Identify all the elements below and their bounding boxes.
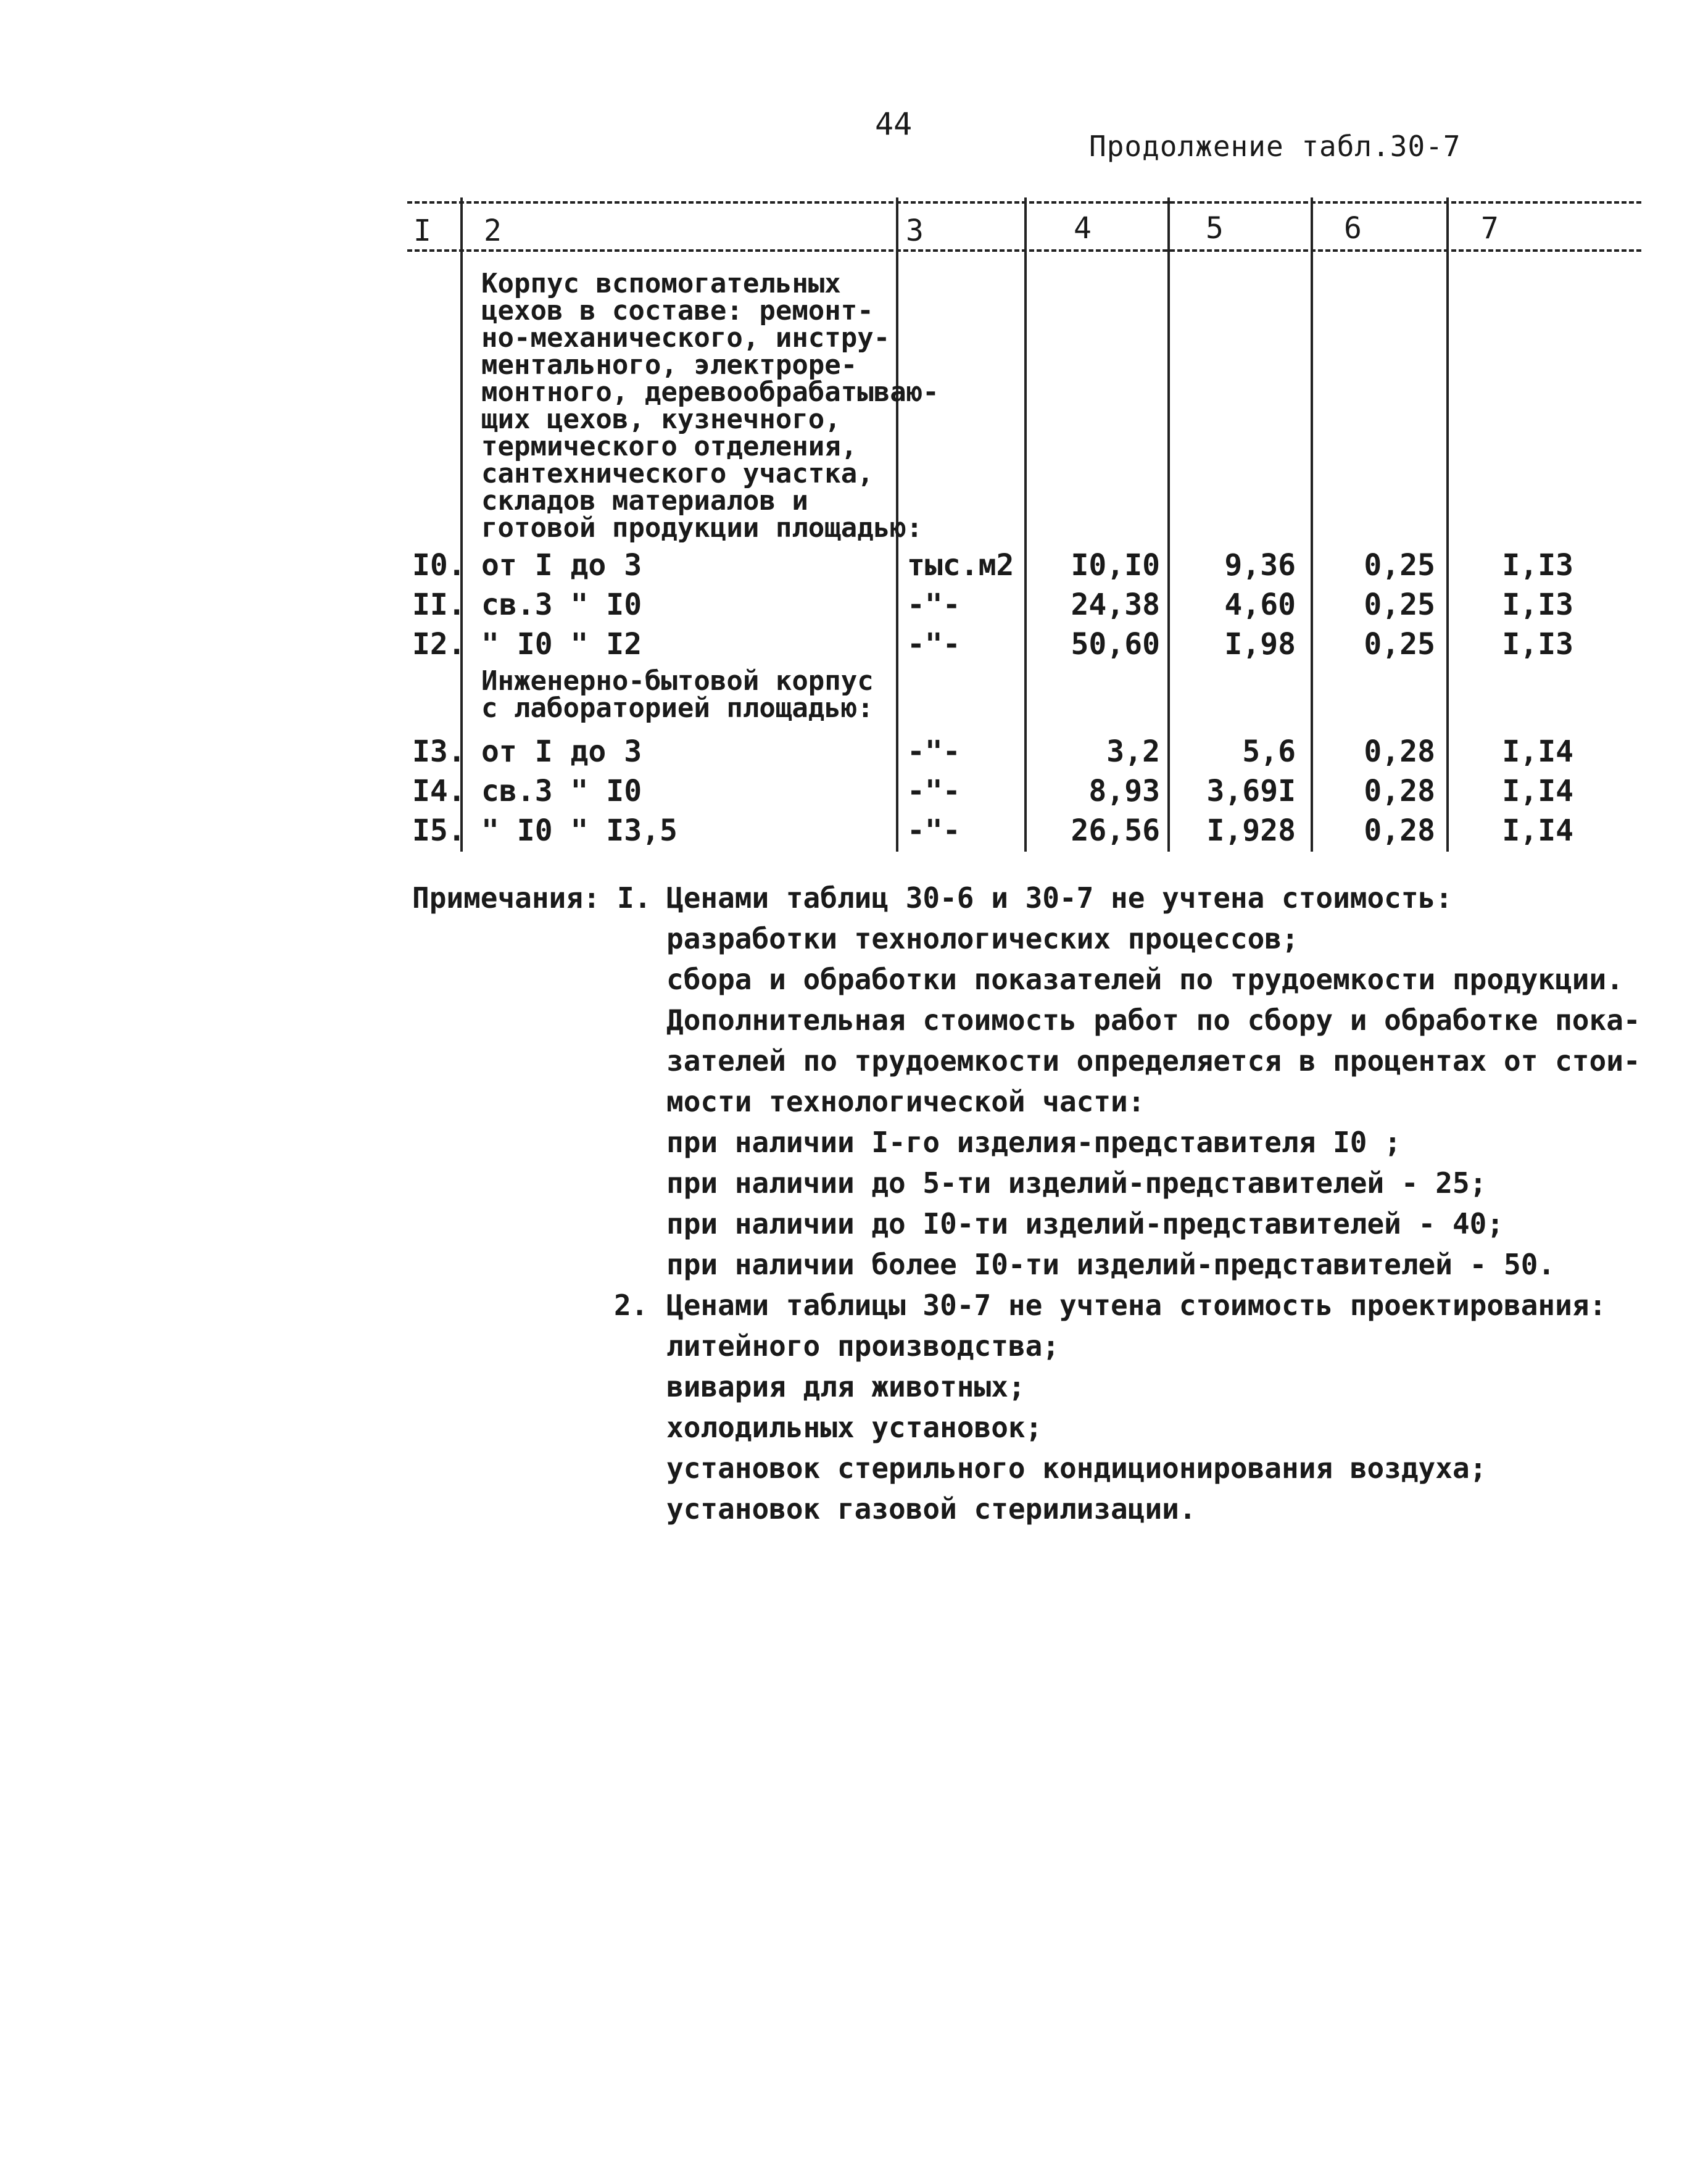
header-col-3: 3 — [906, 214, 924, 248]
row-col5: I,98 — [1224, 627, 1296, 662]
row-number: I5. — [412, 813, 466, 848]
row-name: от I до 3 — [481, 548, 642, 583]
row-unit: -"- — [907, 588, 961, 622]
row-number: I2. — [412, 627, 466, 662]
description-line: Инженерно-бытовой корпус — [481, 665, 874, 697]
cost-table — [407, 197, 1641, 864]
row-col4: 50,60 — [1071, 627, 1160, 662]
row-name: св.3 " I0 — [481, 774, 642, 808]
header-col-5: 5 — [1206, 211, 1224, 246]
row-col4: 8,93 — [1088, 774, 1160, 808]
row-unit: -"- — [907, 734, 961, 769]
description-line: щих цехов, кузнечного, — [481, 404, 841, 435]
row-col5: 4,60 — [1224, 588, 1296, 622]
row-col6: 0,25 — [1364, 627, 1435, 662]
row-col6: 0,28 — [1364, 813, 1435, 848]
note-1-line: при наличии до I0-ти изделий-представителей - 40; — [666, 1207, 1504, 1240]
note-2-line: холодильных установок; — [666, 1411, 1043, 1444]
description-line: готовой продукции площадью: — [481, 512, 923, 544]
note-2-line: установок стерильного кондиционирования воздуха; — [666, 1451, 1487, 1485]
row-col5: 5,6 — [1242, 734, 1296, 769]
row-name: от I до 3 — [481, 734, 642, 769]
description-line: с лабораторией площадью: — [481, 692, 874, 724]
group2-description — [481, 665, 874, 724]
description-line: ментального, электроре- — [481, 349, 858, 381]
page-number: 44 — [875, 106, 913, 142]
col-divider-5 — [1311, 197, 1313, 852]
row-unit: -"- — [907, 813, 961, 848]
header-col-4: 4 — [1074, 211, 1092, 246]
row-col6: 0,28 — [1364, 774, 1435, 808]
row-col4: 3,2 — [1106, 734, 1160, 769]
table-continuation-title: Продолжение табл.30-7 — [1089, 130, 1461, 163]
header-col-7: 7 — [1481, 211, 1499, 246]
description-line: термического отделения, — [481, 431, 858, 462]
row-name: " I0 " I3,5 — [481, 813, 678, 848]
col-divider-3 — [1024, 197, 1027, 852]
row-unit: тыс.м2 — [907, 548, 1014, 583]
header-col-1: I — [413, 214, 431, 248]
description-line: Корпус вспомогательных — [481, 268, 841, 299]
row-col6: 0,28 — [1364, 734, 1435, 769]
row-col6: 0,25 — [1364, 548, 1435, 583]
note-1-line: сбора и обработки показателей по трудоемкости продукции. — [666, 963, 1623, 996]
row-col6: 0,25 — [1364, 588, 1435, 622]
note-1-line: зателей по трудоемкости определяется в процентах от стои- — [666, 1044, 1641, 1077]
note-2-number: 2. — [614, 1289, 649, 1322]
row-col7: I,I3 — [1502, 627, 1573, 662]
row-name: " I0 " I2 — [481, 627, 642, 662]
header-col-6: 6 — [1344, 211, 1362, 246]
note-1-line: при наличии более I0-ти изделий-представителей - 50. — [666, 1248, 1556, 1281]
note-1-line: мости технологической части: — [666, 1085, 1145, 1118]
row-number: II. — [412, 588, 466, 622]
row-col7: I,I4 — [1502, 813, 1573, 848]
row-col4: 24,38 — [1071, 588, 1160, 622]
col-divider-4 — [1167, 197, 1170, 852]
note-1-number: I. — [617, 881, 652, 915]
row-col5: 3,69I — [1206, 774, 1296, 808]
header-col-2: 2 — [484, 214, 502, 248]
description-line: но-механического, инстру- — [481, 322, 890, 354]
note-2-line: литейного производства; — [666, 1329, 1059, 1363]
row-number: I4. — [412, 774, 466, 808]
notes-label: Примечания: — [412, 881, 600, 915]
note-2-line: вивария для животных; — [666, 1370, 1026, 1403]
note-1-line: Дополнительная стоимость работ по сбору и обработке пока- — [666, 1003, 1641, 1037]
row-number: I3. — [412, 734, 466, 769]
row-unit: -"- — [907, 627, 961, 662]
row-col7: I,I4 — [1502, 774, 1573, 808]
note-1-line: разработки технологических процессов; — [666, 922, 1299, 955]
note-1-line: при наличии до 5-ти изделий-представителей - 25; — [666, 1166, 1487, 1200]
col-divider-6 — [1446, 197, 1449, 852]
note-2-line: Ценами таблицы 30-7 не учтена стоимость проектирования: — [666, 1289, 1607, 1322]
note-1-line: Ценами таблиц 30-6 и 30-7 не учтена стоимость: — [666, 881, 1453, 915]
description-line: цехов в составе: ремонт- — [481, 295, 874, 326]
group1-description — [481, 270, 939, 542]
row-name: св.3 " I0 — [481, 588, 642, 622]
row-number: I0. — [412, 548, 466, 583]
row-col7: I,I4 — [1502, 734, 1573, 769]
row-col7: I,I3 — [1502, 548, 1573, 583]
note-1-line: при наличии I-го изделия-представителя I0 ; — [666, 1126, 1401, 1159]
description-line: монтного, деревообрабатываю- — [481, 376, 939, 408]
row-col7: I,I3 — [1502, 588, 1573, 622]
description-line: сантехнического участка, — [481, 458, 874, 489]
row-col4: 26,56 — [1071, 813, 1160, 848]
row-unit: -"- — [907, 774, 961, 808]
note-2-line: установок газовой стерилизации. — [666, 1492, 1196, 1526]
row-col5: 9,36 — [1224, 548, 1296, 583]
description-line: складов материалов и — [481, 485, 808, 517]
row-col4: I0,I0 — [1071, 548, 1160, 583]
row-col5: I,928 — [1206, 813, 1296, 848]
